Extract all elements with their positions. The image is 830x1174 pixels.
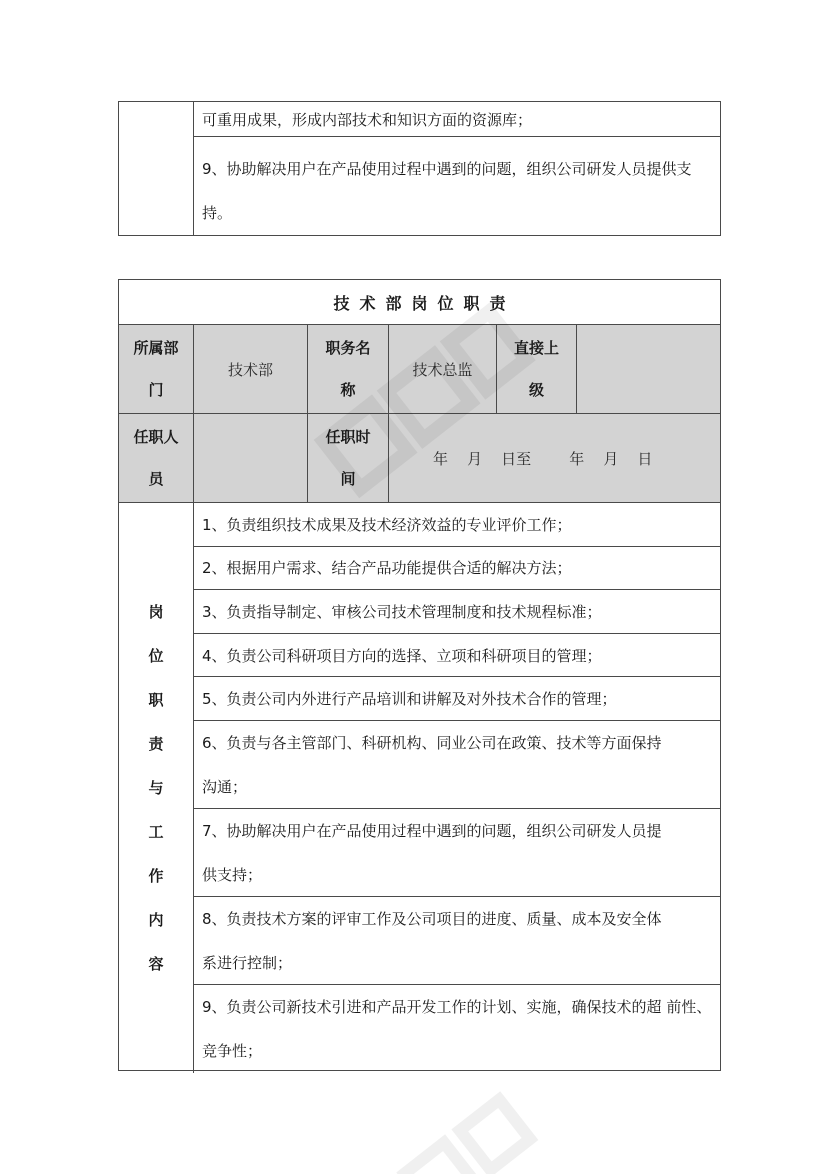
duty-item: 6、负责与各主管部门、科研机构、同业公司在政策、技术等方面保持 沟通； xyxy=(194,721,720,809)
duties-list xyxy=(194,503,720,1073)
duty-item: 2、根据用户需求、结合产品功能提供合适的解决方法； xyxy=(194,547,720,591)
continuation-text: 可重用成果，形成内部技术和知识方面的资源库； xyxy=(202,110,533,129)
duties-section xyxy=(119,503,720,1073)
period-dates: 年 月 日至 年 月 日 xyxy=(433,449,653,468)
position-value: 技术总监 xyxy=(389,325,497,413)
continuation-side-cell xyxy=(119,102,194,235)
continuation-row xyxy=(194,137,720,235)
duty-item: 4、负责公司科研项目方向的选择、立项和科研项目的管理； xyxy=(194,634,720,678)
continuation-row xyxy=(194,102,720,137)
continuation-table xyxy=(118,101,721,236)
continuation-text: 9、协助解决用户在产品使用过程中遇到的问题，组织公司研发人员提供支持。 xyxy=(202,160,692,222)
table-title: 技术部岗位职责 xyxy=(119,280,720,325)
person-label: 任职人 员 xyxy=(119,414,194,502)
duty-item: 1、负责组织技术成果及技术经济效益的专业评价工作； xyxy=(194,503,720,547)
department-label: 所属部 门 xyxy=(119,325,194,413)
superior-value xyxy=(577,325,720,413)
person-value xyxy=(194,414,308,502)
position-label: 职务名 称 xyxy=(308,325,389,413)
duties-label: 岗 位 职 责 与 工 作 内 容 xyxy=(119,503,194,1073)
watermark-graphic xyxy=(380,1080,580,1174)
department-value: 技术部 xyxy=(194,325,308,413)
duty-item: 5、负责公司内外进行产品培训和讲解及对外技术合作的管理； xyxy=(194,677,720,721)
duty-item: 9、负责公司新技术引进和产品开发工作的计划、实施，确保技术的超 前性、竞争性； xyxy=(202,997,712,1060)
period-label: 任职时 间 xyxy=(308,414,389,502)
watermark-graphic xyxy=(300,300,560,530)
duty-item: 3、负责指导制定、审核公司技术管理制度和技术规程标准； xyxy=(194,590,720,634)
duty-item: 7、协助解决用户在产品使用过程中遇到的问题，组织公司研发人员提 供支持； xyxy=(194,809,720,897)
duty-item: 8、负责技术方案的评审工作及公司项目的进度、质量、成本及安全体 系进行控制； xyxy=(194,897,720,985)
superior-label: 直接上 级 xyxy=(497,325,577,413)
